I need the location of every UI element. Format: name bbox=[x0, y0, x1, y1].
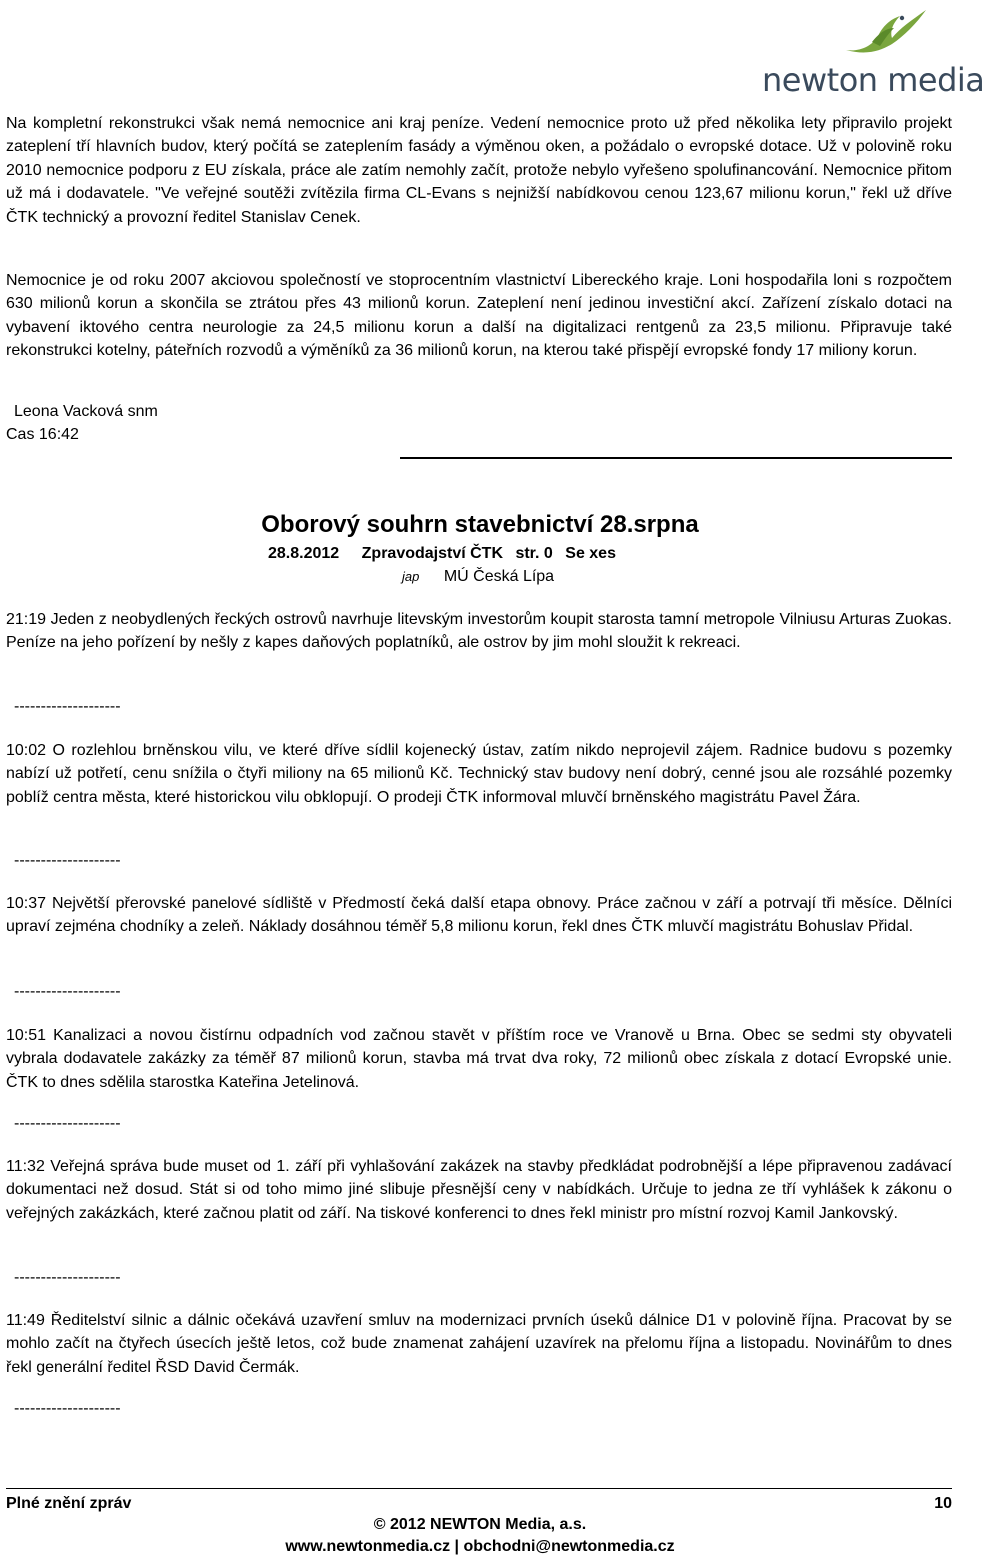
item-separator: -------------------- bbox=[14, 1400, 121, 1417]
article2-author: jap bbox=[402, 569, 420, 584]
article2-section: Se xes bbox=[565, 545, 616, 562]
article2-meta bbox=[268, 542, 634, 565]
article2-source: Zpravodajství ČTK bbox=[361, 545, 503, 562]
article2-title: Oborový souhrn stavebnictví 28.srpna bbox=[261, 511, 699, 538]
news-item: 10:51 Kanalizaci a novou čistírnu odpadních vod začnou stavět v příštím roce ve Vranově u Brna. Obec se sedmi sty obyvateli vybrala dodavatele zakázky za téměř 87 milionů korun, stavba má trvat dva roky, 72 milionů obec získala z dotací Evropské unie. ČTK to dnes sdělila starostka Kateřina Jetelinová. bbox=[6, 1027, 952, 1091]
article2-page: str. 0 bbox=[515, 545, 553, 562]
footer-divider bbox=[6, 1488, 952, 1489]
article2-region: MÚ Česká Lípa bbox=[443, 568, 555, 585]
article1-paragraph-1: Na kompletní rekonstrukci však nemá nemocnice ani kraj peníze. Vedení nemocnice proto už před několika lety připravilo projekt zateplení tří hlavních budov, který počítá se zateplením fasády a výměnou oken, a požádalo o evropské dotace. Už v polovině roku 2010 nemocnice podporu z EU získala, práce ale zatím nemohly začít, protože nebylo vyřešeno spolufinancování. Nemocnice přitom už má i dodavatele. "Ve veřejné soutěži zvítězila firma CL-Evans s nejnižší nabídkovou cenou 123,67 milionu korun," řekl už dříve ČTK technický a provozní ředitel Stanislav Cenek. bbox=[6, 115, 952, 226]
footer-copyright: © 2012 NEWTON Media, a.s. bbox=[373, 1516, 587, 1533]
news-item: 10:02 O rozlehlou brněnskou vilu, ve které dříve sídlil kojenecký ústav, zatím nikdo neprojevil zájem. Radnice budovu s pozemky nabízí už potřetí, cenu snížila o čtyři miliony na 65 milionů Kč. Technický stav budovy není dobrý, cenné jsou ale rozsáhlé pozemky poblíž centra města, které historickou vilu obklopují. O prodeji ČTK informoval mluvčí brněnského magistrátu Pavel Žára. bbox=[6, 742, 952, 806]
section-divider bbox=[400, 457, 952, 459]
article1-paragraph-2: Nemocnice je od roku 2007 akciovou společností ve stoprocentním vlastnictví Libereckého kraje. Loni hospodařila loni s rozpočtem 630 milionů korun a skončila se ztrátou přes 43 milionů korun. Zateplení není jedinou investiční akcí. Zařízení získalo dotaci na vybavení iktového centra neurologie za 24,5 milionu korun a další na digitalizaci rentgenů za 23,5 milionu. Připravuje také rekonstrukci kotelny, páteřních rozvodů a výměníků za 36 milionů korun, na kterou také přispějí evropské fondy 17 miliony korun. bbox=[6, 272, 952, 360]
page-number: 10 bbox=[934, 1495, 952, 1512]
item-separator: -------------------- bbox=[14, 1269, 121, 1286]
news-item: 21:19 Jeden z neobydlených řeckých ostrovů navrhuje litevským investorům koupit starosta tamní metropole Vilniusu Arturas Zuokas. Peníze na jeho pořízení by nešly z kapes daňových poplatníků, ale ostrov by jim mohl sloužit k rekreaci. bbox=[6, 611, 952, 652]
article1-time: Cas 16:42 bbox=[6, 426, 79, 443]
article2-byline bbox=[402, 565, 554, 588]
footer-title: Plné znění zpráv bbox=[6, 1495, 132, 1512]
bird-logo-icon bbox=[842, 6, 928, 62]
article1-author: Leona Vacková snm bbox=[14, 403, 158, 420]
news-item: 10:37 Největší přerovské panelové sídliště v Předmostí čeká další etapa obnovy. Práce začnou v září a potrvají tři měsíce. Dělníci upraví zejména chodníky a zeleň. Náklady dosáhnou téměř 5,8 milionu korun, řekl dnes ČTK mluvčí magistrátu Bohuslav Přidal. bbox=[6, 895, 952, 936]
article2-date: 28.8.2012 bbox=[268, 545, 340, 562]
item-separator: -------------------- bbox=[14, 852, 121, 869]
item-separator: -------------------- bbox=[14, 983, 121, 1000]
news-item: 11:32 Veřejná správa bude muset od 1. září při vyhlašování zakázek na stavby předkládat podrobnější a lépe připravenou zadávací dokumentaci než dosud. Stát si od toho mimo jiné slibuje přesnější ceny v nabídkách. Určuje to jedna ze tří vyhlášek k zákonu o veřejných zakázkách, které začnou platit od září. Na tiskové konferenci to dnes řekl ministr pro místní rozvoj Kamil Jankovský. bbox=[6, 1158, 952, 1222]
footer-contacts: www.newtonmedia.cz | obchodni@newtonmedia.cz bbox=[285, 1538, 675, 1555]
newton-media-logo bbox=[760, 6, 984, 99]
item-separator: -------------------- bbox=[14, 1115, 121, 1132]
footer-credits bbox=[0, 1514, 960, 1558]
item-separator: -------------------- bbox=[14, 698, 121, 715]
logo-text: newton media bbox=[762, 61, 984, 99]
news-item: 11:49 Ředitelství silnic a dálnic očekává uzavření smluv na modernizaci prvních úseků dálnice D1 v polovině října. Pracovat by se mohlo začít na čtyřech úsecích ještě letos, což bude znamenat zahájení uzavírek na přelomu října a listopadu. Novinářům to dnes řekl generální ředitel ŘSD David Čermák. bbox=[6, 1312, 952, 1376]
